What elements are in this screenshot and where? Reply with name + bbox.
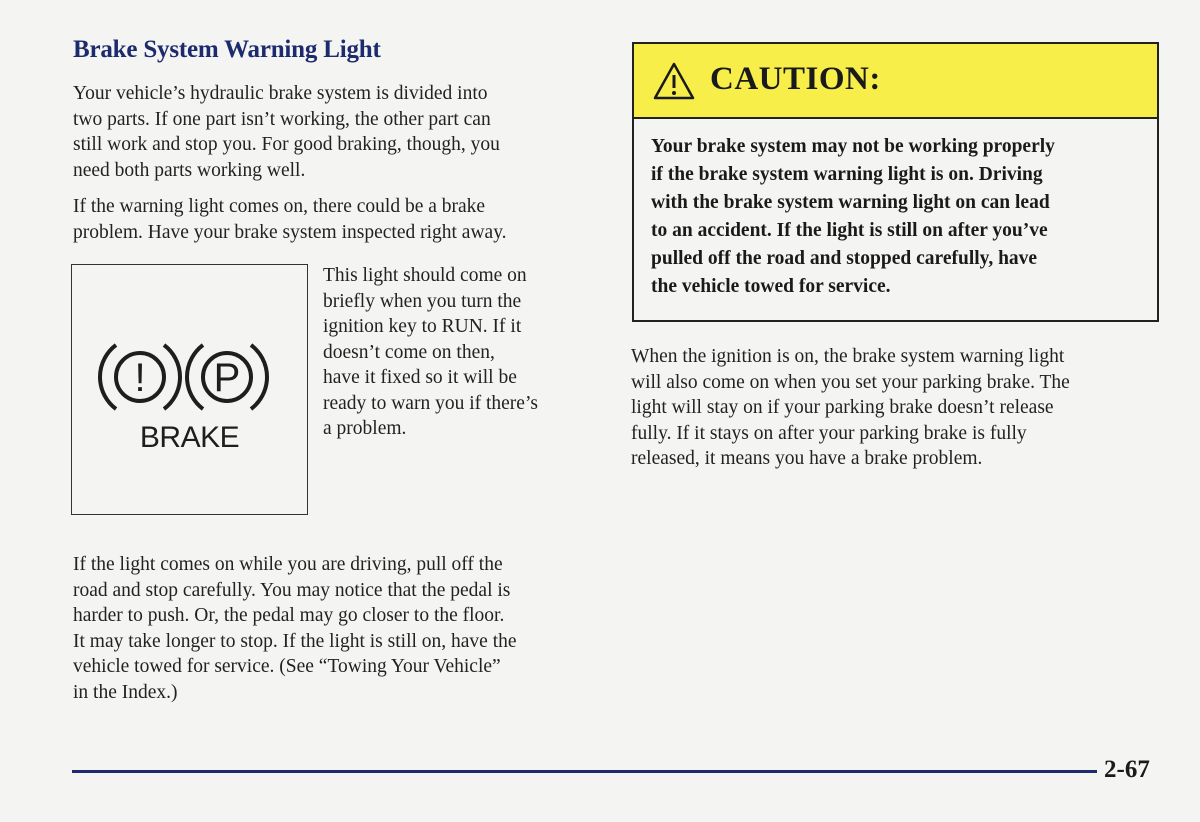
exclamation-glyph: ! — [134, 356, 146, 400]
warning-paragraph: If the warning light comes on, there could be a brake problem. Have your brake system inspected right away. — [73, 196, 507, 243]
caution-box — [632, 42, 1159, 322]
brake-warning-icon — [72, 265, 309, 516]
section-heading: Brake System Warning Light — [73, 36, 381, 63]
footer-rule — [72, 770, 1097, 773]
symbol-description: This light should come on briefly when you turn the ignition key to RUN. If it doesn’t come on then, have it fixed so it will be ready to warn you if there’s a problem. — [323, 265, 538, 439]
brake-label: BRAKE — [139, 421, 240, 454]
caution-body: Your brake system may not be working properly if the brake system warning light is on. Driving with the brake system warning light on can lead to an accident. If the light is still on after you’ve pulled off the road and stopped carefully, have the vehicle towed for service. — [651, 136, 1055, 297]
warning-triangle-icon — [652, 61, 696, 101]
driving-paragraph: If the light comes on while you are driving, pull off the road and stop carefully. You may notice that the pedal is harder to push. Or, the pedal may go closer to the floor. It may take longer to stop. If the light is still on, have the vehicle towed for service. (See “Towing Your Vehicle” in the Index.) — [73, 554, 517, 703]
page-number: 2-67 — [1104, 756, 1150, 783]
caution-header — [634, 44, 1157, 119]
intro-paragraph: Your vehicle’s hydraulic brake system is divided into two parts. If one part isn’t working, the other part can still work and stop you. For good braking, though, you need both parts working well. — [73, 83, 500, 181]
parking-glyph: P — [213, 356, 241, 400]
parking-brake-paragraph: When the ignition is on, the brake system warning light will also come on when you set your parking brake. The light will stay on if your parking brake doesn’t release fully. If it stays on after your parking brake is fully released, it means you have a brake problem. — [631, 346, 1070, 469]
brake-symbol-panel — [71, 264, 308, 515]
caution-title: CAUTION: — [710, 61, 881, 97]
